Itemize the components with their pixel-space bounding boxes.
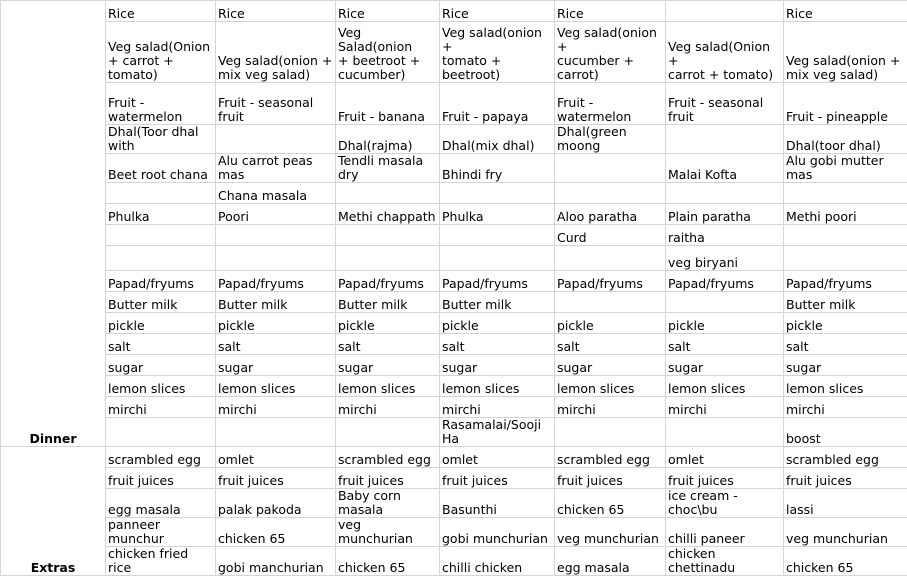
dinner-cell[interactable] [216, 418, 336, 447]
dinner-row [1, 271, 907, 292]
extras-cell[interactable]: lassi [784, 489, 907, 518]
dinner-row [1, 225, 907, 246]
dinner-cell[interactable] [336, 246, 440, 271]
dinner-cell[interactable] [440, 183, 555, 204]
extras-cell[interactable]: chicken 65 [784, 547, 907, 576]
extras-row [1, 518, 907, 547]
dinner-cell[interactable]: lemon slices [336, 376, 440, 397]
extras-cell[interactable]: chilli chicken [440, 547, 555, 576]
dinner-cell[interactable] [784, 246, 907, 271]
dinner-cell[interactable]: Fruit - watermelon [555, 83, 666, 125]
dinner-row [1, 183, 907, 204]
dinner-cell[interactable]: Plain paratha [666, 204, 784, 225]
dinner-cell[interactable]: salt [106, 334, 216, 355]
dinner-row [1, 83, 907, 125]
dinner-cell[interactable]: Veg salad(onion + mix veg salad) [784, 22, 907, 83]
dinner-cell[interactable]: pickle [555, 313, 666, 334]
dinner-cell[interactable]: Dhal(Toor dhal with [106, 125, 216, 154]
extras-cell[interactable]: fruit juices [555, 468, 666, 489]
dinner-cell[interactable]: pickle [666, 313, 784, 334]
dinner-row [1, 397, 907, 418]
dinner-cell[interactable]: Chana masala [216, 183, 336, 204]
dinner-cell[interactable]: pickle [216, 313, 336, 334]
dinner-row [1, 1, 907, 22]
dinner-cell[interactable]: Rasamalai/Sooji Ha [440, 418, 555, 447]
dinner-cell[interactable] [336, 183, 440, 204]
dinner-cell[interactable]: Fruit - papaya [440, 83, 555, 125]
dinner-row [1, 418, 907, 447]
dinner-cell[interactable]: Dhal(mix dhal) [440, 125, 555, 154]
dinner-cell[interactable]: Dhal(green moong [555, 125, 666, 154]
dinner-cell[interactable] [106, 183, 216, 204]
dinner-cell[interactable]: Papad/fryums [440, 271, 555, 292]
dinner-cell[interactable]: pickle [440, 313, 555, 334]
extras-cell[interactable]: veg munchurian [555, 518, 666, 547]
extras-cell[interactable]: fruit juices [666, 468, 784, 489]
dinner-cell[interactable]: Veg salad(Onion + carrot + tomato) [666, 22, 784, 83]
extras-row [1, 547, 907, 576]
dinner-cell[interactable] [216, 246, 336, 271]
dinner-cell[interactable]: Aloo paratha [555, 204, 666, 225]
dinner-cell[interactable]: salt [784, 334, 907, 355]
dinner-cell[interactable]: pickle [784, 313, 907, 334]
dinner-cell[interactable]: sugar [106, 355, 216, 376]
dinner-cell[interactable]: lemon slices [555, 376, 666, 397]
extras-cell[interactable]: gobi manchurian [216, 547, 336, 576]
dinner-cell[interactable]: mirchi [336, 397, 440, 418]
dinner-cell[interactable]: mirchi [216, 397, 336, 418]
dinner-cell[interactable]: Veg salad(onion + cucumber + carrot) [555, 22, 666, 83]
extras-cell[interactable]: scrambled egg [336, 447, 440, 468]
extras-cell[interactable]: panneer munchur [106, 518, 216, 547]
dinner-row [1, 22, 907, 83]
extras-cell[interactable]: fruit juices [440, 468, 555, 489]
dinner-cell[interactable]: salt [216, 334, 336, 355]
extras-cell[interactable]: fruit juices [336, 468, 440, 489]
dinner-cell[interactable]: Rice [106, 1, 216, 22]
dinner-cell[interactable]: Rice [440, 1, 555, 22]
dinner-cell[interactable]: Papad/fryums [784, 271, 907, 292]
extras-cell[interactable]: veg munchurian [784, 518, 907, 547]
dinner-cell[interactable]: lemon slices [666, 376, 784, 397]
dinner-cell[interactable]: sugar [784, 355, 907, 376]
extras-cell[interactable]: Baby corn masala [336, 489, 440, 518]
dinner-cell[interactable]: sugar [216, 355, 336, 376]
dinner-cell[interactable] [440, 246, 555, 271]
dinner-cell[interactable]: Curd [555, 225, 666, 246]
dinner-cell[interactable]: raitha [666, 225, 784, 246]
dinner-row [1, 313, 907, 334]
dinner-category-label[interactable]: Dinner [1, 1, 106, 447]
extras-cell[interactable]: omlet [216, 447, 336, 468]
dinner-row [1, 355, 907, 376]
dinner-cell[interactable]: pickle [106, 313, 216, 334]
dinner-cell[interactable]: sugar [440, 355, 555, 376]
dinner-cell[interactable] [555, 292, 666, 313]
dinner-cell[interactable]: Methi poori [784, 204, 907, 225]
dinner-cell[interactable] [216, 125, 336, 154]
dinner-cell[interactable]: Papad/fryums [666, 271, 784, 292]
dinner-cell[interactable]: mirchi [106, 397, 216, 418]
dinner-cell[interactable]: Rice [784, 1, 907, 22]
dinner-cell[interactable]: Butter milk [440, 292, 555, 313]
dinner-cell[interactable]: Butter milk [784, 292, 907, 313]
dinner-row [1, 334, 907, 355]
dinner-cell[interactable] [336, 418, 440, 447]
dinner-cell[interactable]: Methi chappath [336, 204, 440, 225]
dinner-cell[interactable]: lemon slices [440, 376, 555, 397]
dinner-cell[interactable]: Dhal(rajma) [336, 125, 440, 154]
dinner-cell[interactable]: Fruit - watermelon [106, 83, 216, 125]
dinner-cell[interactable]: Phulka [440, 204, 555, 225]
dinner-row [1, 154, 907, 183]
dinner-cell[interactable]: sugar [336, 355, 440, 376]
dinner-cell[interactable]: Bhindi fry [440, 154, 555, 183]
dinner-cell[interactable]: Fruit - seasonal fruit [666, 83, 784, 125]
dinner-cell[interactable]: salt [336, 334, 440, 355]
extras-cell[interactable]: chicken 65 [336, 547, 440, 576]
dinner-cell[interactable] [106, 246, 216, 271]
dinner-cell[interactable] [216, 225, 336, 246]
dinner-cell[interactable]: Papad/fryums [216, 271, 336, 292]
extras-cell[interactable]: scrambled egg [784, 447, 907, 468]
dinner-cell[interactable] [555, 154, 666, 183]
dinner-row [1, 246, 907, 271]
dinner-cell[interactable] [555, 183, 666, 204]
extras-cell[interactable]: omlet [440, 447, 555, 468]
dinner-cell[interactable]: Butter milk [336, 292, 440, 313]
dinner-cell[interactable] [555, 418, 666, 447]
dinner-cell[interactable]: Papad/fryums [336, 271, 440, 292]
extras-cell[interactable]: egg masala [106, 489, 216, 518]
dinner-row [1, 292, 907, 313]
dinner-cell[interactable] [440, 225, 555, 246]
dinner-cell[interactable]: sugar [555, 355, 666, 376]
dinner-cell[interactable]: Malai Kofta [666, 154, 784, 183]
dinner-cell[interactable]: Fruit - pineapple [784, 83, 907, 125]
dinner-cell[interactable]: Tendli masala dry [336, 154, 440, 183]
dinner-cell[interactable]: veg biryani [666, 246, 784, 271]
extras-row [1, 447, 907, 468]
extras-row [1, 468, 907, 489]
dinner-cell[interactable]: Fruit - seasonal fruit [216, 83, 336, 125]
extras-category-label[interactable]: Extras [1, 447, 106, 576]
extras-cell[interactable]: veg munchurian [336, 518, 440, 547]
dinner-cell[interactable]: Alu carrot peas mas [216, 154, 336, 183]
dinner-cell[interactable]: mirchi [440, 397, 555, 418]
dinner-cell[interactable]: Papad/fryums [555, 271, 666, 292]
dinner-cell[interactable] [666, 292, 784, 313]
extras-cell[interactable]: egg masala [555, 547, 666, 576]
dinner-cell[interactable]: lemon slices [106, 376, 216, 397]
dinner-cell[interactable]: Butter milk [216, 292, 336, 313]
extras-cell[interactable]: fruit juices [784, 468, 907, 489]
dinner-cell[interactable] [784, 225, 907, 246]
extras-cell[interactable]: palak pakoda [216, 489, 336, 518]
extras-cell[interactable]: chicken 65 [216, 518, 336, 547]
extras-cell[interactable]: scrambled egg [106, 447, 216, 468]
dinner-cell[interactable] [106, 225, 216, 246]
dinner-cell[interactable]: Veg salad(onion + tomato + beetroot) [440, 22, 555, 83]
dinner-cell[interactable]: Rice [216, 1, 336, 22]
dinner-cell[interactable]: Phulka [106, 204, 216, 225]
dinner-cell[interactable]: mirchi [784, 397, 907, 418]
dinner-cell[interactable]: Veg Salad(onion + beetroot + cucumber) [336, 22, 440, 83]
dinner-cell[interactable] [666, 418, 784, 447]
dinner-cell[interactable] [784, 183, 907, 204]
dinner-row [1, 376, 907, 397]
dinner-cell[interactable]: salt [555, 334, 666, 355]
dinner-cell[interactable] [666, 183, 784, 204]
dinner-cell[interactable] [555, 246, 666, 271]
dinner-cell[interactable] [666, 1, 784, 22]
dinner-cell[interactable]: lemon slices [784, 376, 907, 397]
dinner-cell[interactable]: Butter milk [106, 292, 216, 313]
dinner-cell[interactable]: salt [440, 334, 555, 355]
extras-cell[interactable]: scrambled egg [555, 447, 666, 468]
extras-cell[interactable]: chicken fried rice [106, 547, 216, 576]
dinner-cell[interactable]: pickle [336, 313, 440, 334]
dinner-cell[interactable]: Veg salad(Onion + carrot + tomato) [106, 22, 216, 83]
dinner-cell[interactable]: Alu gobi mutter mas [784, 154, 907, 183]
extras-cell[interactable]: ice cream - choc\bu [666, 489, 784, 518]
dinner-cell[interactable]: lemon slices [216, 376, 336, 397]
extras-cell[interactable]: fruit juices [216, 468, 336, 489]
extras-cell[interactable]: Basunthi [440, 489, 555, 518]
dinner-cell[interactable] [106, 418, 216, 447]
dinner-cell[interactable]: Beet root chana [106, 154, 216, 183]
dinner-cell[interactable]: mirchi [555, 397, 666, 418]
dinner-row [1, 204, 907, 225]
dinner-cell[interactable]: Dhal(toor dhal) [784, 125, 907, 154]
dinner-cell[interactable]: Fruit - banana [336, 83, 440, 125]
dinner-row [1, 125, 907, 154]
dinner-cell[interactable]: Rice [555, 1, 666, 22]
dinner-cell[interactable] [666, 125, 784, 154]
extras-cell[interactable]: fruit juices [106, 468, 216, 489]
dinner-cell[interactable]: Poori [216, 204, 336, 225]
dinner-cell[interactable]: Rice [336, 1, 440, 22]
dinner-cell[interactable]: boost [784, 418, 907, 447]
dinner-cell[interactable]: salt [666, 334, 784, 355]
dinner-cell[interactable]: Veg salad(onion + mix veg salad) [216, 22, 336, 83]
dinner-cell[interactable]: mirchi [666, 397, 784, 418]
extras-cell[interactable]: omlet [666, 447, 784, 468]
dinner-cell[interactable]: sugar [666, 355, 784, 376]
dinner-cell[interactable]: Papad/fryums [106, 271, 216, 292]
extras-cell[interactable]: chilli paneer [666, 518, 784, 547]
extras-cell[interactable]: chicken chettinadu [666, 547, 784, 576]
extras-cell[interactable]: gobi munchurian [440, 518, 555, 547]
extras-row [1, 489, 907, 518]
dinner-cell[interactable] [336, 225, 440, 246]
extras-cell[interactable]: chicken 65 [555, 489, 666, 518]
